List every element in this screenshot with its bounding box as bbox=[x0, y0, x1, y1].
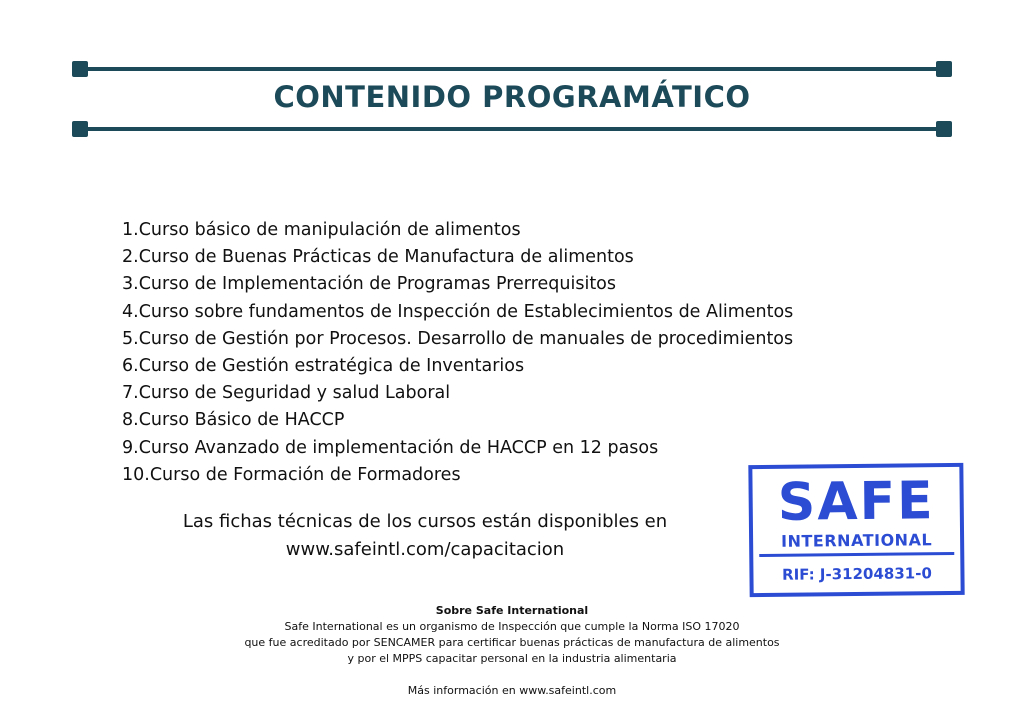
about-line: Safe International es un organismo de Inspección que cumple la Norma ISO 17020 bbox=[284, 620, 740, 633]
course-item: 7.Curso de Seguridad y salud Laboral bbox=[122, 383, 451, 404]
course-item: 5.Curso de Gestión por Procesos. Desarrollo de manuales de procedimientos bbox=[122, 328, 794, 349]
top-divider-left-cap bbox=[72, 61, 88, 77]
tech-sheets-link[interactable]: www.safeintl.com/capacitacion bbox=[285, 539, 565, 560]
top-divider-right-cap bbox=[936, 61, 952, 77]
safe-international-stamp bbox=[748, 463, 964, 597]
course-item: 2.Curso de Buenas Prácticas de Manufactura de alimentos bbox=[122, 247, 634, 268]
bottom-divider-right-cap bbox=[936, 121, 952, 137]
course-item: 4.Curso sobre fundamentos de Inspección de Establecimientos de Alimentos bbox=[122, 301, 794, 322]
page-title: CONTENIDO PROGRAMÁTICO bbox=[273, 80, 751, 114]
more-info-link[interactable]: Más información en www.safeintl.com bbox=[407, 684, 617, 697]
course-item: 8.Curso Básico de HACCP bbox=[122, 410, 345, 431]
course-item: 3.Curso de Implementación de Programas Prerrequisitos bbox=[122, 274, 616, 295]
course-item: 9.Curso Avanzado de implementación de HACCP en 12 pasos bbox=[122, 437, 659, 458]
top-divider bbox=[72, 61, 952, 77]
course-list bbox=[122, 217, 793, 489]
stamp-word: SAFE bbox=[777, 471, 935, 533]
stamp-rif: RIF: J-31204831-0 bbox=[781, 564, 932, 584]
about-line: y por el MPPS capacitar personal en la industria alimentaria bbox=[347, 652, 677, 665]
about-heading: Sobre Safe International bbox=[435, 604, 589, 617]
course-item: 6.Curso de Gestión estratégica de Inventarios bbox=[122, 356, 525, 377]
course-item: 10.Curso de Formación de Formadores bbox=[122, 464, 461, 485]
top-divider-line bbox=[80, 67, 944, 71]
bottom-divider-left-cap bbox=[72, 121, 88, 137]
tech-sheets-text: Las fichas técnicas de los cursos están disponibles en bbox=[182, 511, 668, 532]
tech-sheets-note bbox=[140, 508, 710, 564]
stamp-subtitle: INTERNATIONAL bbox=[759, 531, 954, 557]
about-line: que fue acreditado por SENCAMER para certificar buenas prácticas de manufactura de alimentos bbox=[244, 636, 780, 649]
bottom-divider-line bbox=[80, 127, 944, 131]
course-item: 1.Curso básico de manipulación de alimentos bbox=[122, 220, 521, 240]
about-section bbox=[0, 603, 1024, 667]
bottom-divider bbox=[72, 121, 952, 137]
